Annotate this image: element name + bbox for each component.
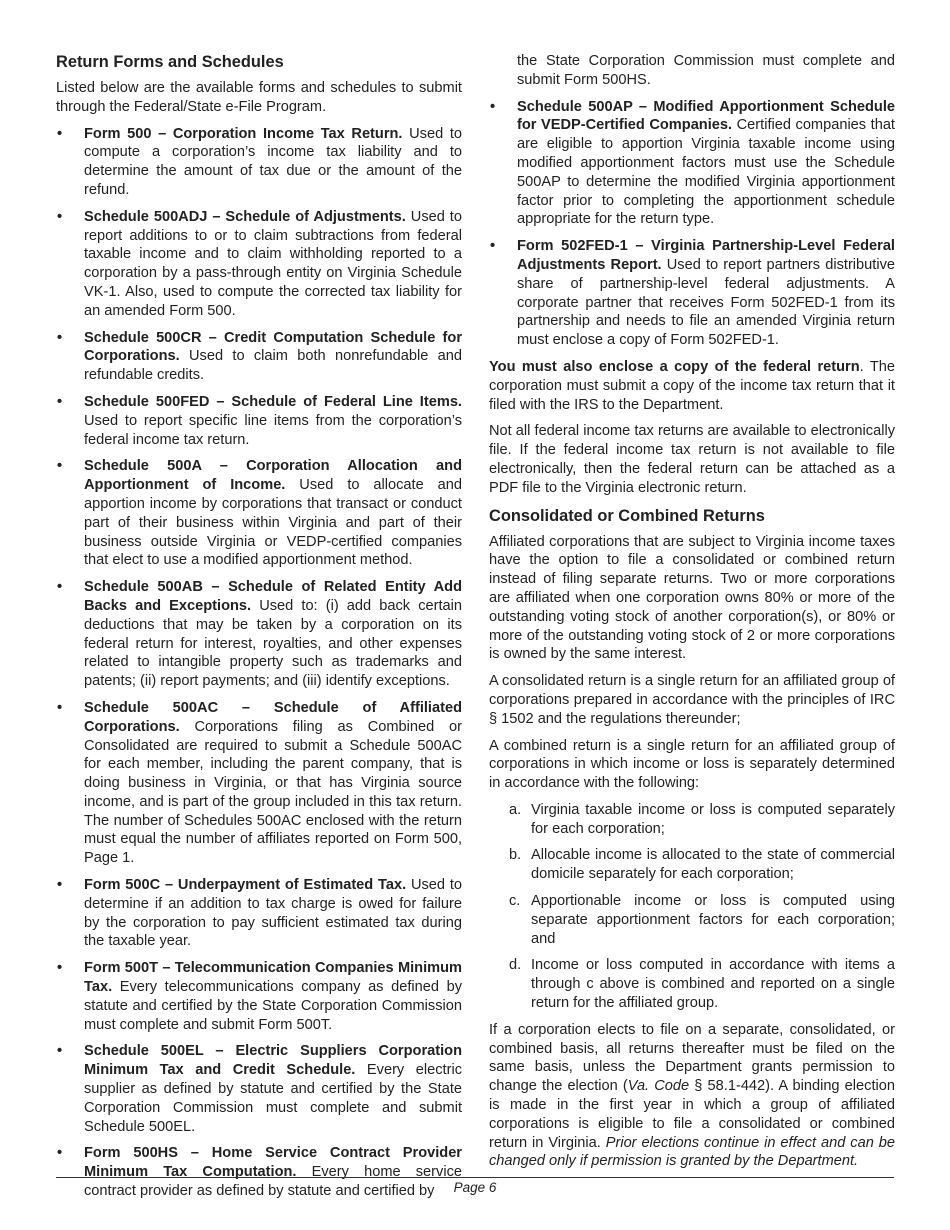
list-item — [56, 125, 462, 200]
item-title: Form 500HS – Home Service Contract Provider Minimum Tax Computation. — [84, 1145, 462, 1181]
combined-conditions-list — [489, 801, 895, 1013]
list-item — [56, 1042, 462, 1136]
list-marker: d. — [509, 957, 522, 974]
list-item — [56, 329, 462, 385]
item-text: Every telecommunications company as defined by statute and certified by the State Corporation Commission must complete and submit Form 500T. — [84, 979, 462, 1033]
item-text: Used to report partners distributive share of partnership-level federal adjustments. A corporate partner that receives Form 502FED-1 from its partnership and needs to file an amended Virginia return must enclose a copy of Form 502FED-1. — [517, 256, 895, 349]
item-text: Every home service contract provider as defined by statute and certified by — [84, 1164, 462, 1200]
list-item — [56, 699, 462, 868]
consolidated-paragraph: A consolidated return is a single return for an affiliated group of corporations prepared in accordance with the principles of IRC § 1502 and the regulations thereunder; — [489, 673, 895, 727]
list-item-continuation: the State Corporation Commission must complete and submit Form 500HS. — [517, 53, 895, 88]
list-item — [489, 846, 895, 884]
list-marker: b. — [509, 847, 522, 864]
item-title: Schedule 500ADJ – Schedule of Adjustments. — [84, 208, 406, 225]
item-text: Used to report additions to or to claim subtractions from federal taxable income and to claim withholding reported to a corporation by a pass-through entity on Virginia Schedule VK-1. Also, used to compute the corrected tax liability for an amended Form 500. — [84, 208, 462, 319]
list-item — [56, 876, 462, 951]
va-code-citation: Va. Code — [627, 1078, 690, 1095]
item-text: Corporations filing as Combined or Consolidated are required to submit a Schedule 500AC for each member, including the parent company, that is doing business in Virginia, or that has Virginia source income, and is part of the group included in this tax return. The number of Schedules 500AC enclosed with the return must equal the number of affiliates reported on Form 500, Page 1. — [84, 718, 462, 867]
left-column — [56, 52, 462, 1209]
item-text: Used to report specific line items from the corporation’s federal income tax return. — [84, 412, 462, 448]
right-column — [489, 52, 895, 1179]
election-text-2: § 58.1-442). A binding election is made in the first year in which a group of affiliated corporations is eligible to file a consolidated or combined return in Virginia. — [489, 1078, 895, 1151]
list-item — [489, 956, 895, 1012]
item-title: Form 500T – Telecommunication Companies Minimum Tax. — [84, 960, 462, 996]
forms-list-continued — [489, 98, 895, 350]
intro-paragraph: Listed below are the available forms and schedules to submit through the Federal/State e-File Program. — [56, 80, 462, 115]
item-text: Used to determine if an addition to tax charge is owed for failure by the corporation to pay sufficient estimated tax during the taxable year. — [84, 877, 462, 950]
list-item — [56, 208, 462, 321]
section-heading-forms: Return Forms and Schedules — [56, 53, 284, 71]
list-text: Apportionable income or loss is computed using separate apportionment factors for each corporation; and — [531, 893, 895, 947]
list-text: Income or loss computed in accordance with items a through c above is combined and reported on a single return for the affiliated group. — [531, 957, 895, 1012]
item-title: Form 500C – Underpayment of Estimated Tax. — [84, 877, 407, 894]
not-all-paragraph: Not all federal income tax returns are available to electronically file. If the federal income tax return is not available to file electronically, then the federal return can be attached as a PDF file to the Virginia electronic return. — [489, 423, 895, 496]
item-text: Used to allocate and apportion income by corporations that transact or conduct part of their business within Virginia and part of their business outside Virginia or VEDP-certified companies that elect to use a modified apportionment method. — [84, 477, 463, 569]
list-item — [489, 98, 895, 230]
combined-paragraph: A combined return is a single return for an affiliated group of corporations in which income or loss is separately determined in accordance with the following: — [489, 737, 895, 792]
item-text: Used to: (i) add back certain deductions that may be taken by a corporation on its federal return for interest, royalties, and other expenses related to intangible property such as trademarks and patents; (ii) report payments; and (iii) identify exceptions. — [84, 597, 462, 690]
item-text: Certified companies that are eligible to apportion Virginia taxable income using modified apportionment factors must use the Schedule 500AP to determine the modified Virginia apportionment factor prior to completing the apportionment schedule appropriate for the return type. — [517, 117, 895, 228]
footer-divider — [56, 1177, 894, 1178]
item-title: Form 502FED-1 – Virginia Partnership-Level Federal Adjustments Report. — [517, 238, 895, 273]
section-heading-consolidated: Consolidated or Combined Returns — [489, 506, 765, 525]
item-title: Schedule 500AP – Modified Apportionment Schedule for VEDP-Certified Companies. — [517, 98, 895, 134]
list-item — [489, 237, 895, 350]
list-item — [489, 892, 895, 948]
page-number: Page 6 — [453, 1180, 497, 1195]
list-item — [489, 801, 895, 839]
list-item — [56, 393, 462, 449]
affiliated-paragraph: Affiliated corporations that are subject to Virginia income taxes have the option to file a consolidated or combined return instead of filing separate returns. Two or more corporations are affiliated when one corporation owns 80% or more of the outstanding voting stock of another corporation(s), or 80% or more of the outstanding voting stock of 2 or more corporations is owned by the same interest. — [489, 533, 895, 663]
federal-return-bold: You must also enclose a copy of the federal return — [489, 358, 860, 375]
item-text: Every electric supplier as defined by statute and certified by the State Corporation Commission must complete and submit Schedule 500EL. — [84, 1062, 463, 1135]
forms-list — [56, 125, 462, 1201]
election-paragraph — [489, 1021, 895, 1171]
federal-return-paragraph — [489, 358, 895, 414]
item-title: Schedule 500CR – Credit Computation Schedule for Corporations. — [84, 329, 462, 365]
item-title: Schedule 500EL – Electric Suppliers Corporation Minimum Tax and Credit Schedule. — [84, 1043, 462, 1079]
list-text: Allocable income is allocated to the state of commercial domicile separately for each corporation; — [531, 847, 895, 883]
list-item — [56, 959, 462, 1034]
list-marker: c. — [509, 893, 521, 910]
item-text: Used to claim both nonrefundable and refundable credits. — [84, 348, 462, 384]
item-text: Used to compute a corporation’s income tax liability and to determine the amount of tax due or the amount of the refund. — [84, 125, 462, 198]
item-title: Schedule 500FED – Schedule of Federal Line Items. — [84, 393, 462, 410]
election-text-1: If a corporation elects to file on a separate, consolidated, or combined basis, all returns thereafter must be filed on the same basis, unless the Department grants permission to change the election ( — [489, 1021, 895, 1095]
list-text: Virginia taxable income or loss is computed separately for each corporation; — [531, 801, 895, 837]
item-title: Schedule 500AC – Schedule of Affiliated Corporations. — [84, 699, 462, 735]
election-italic-note: Prior elections continue in effect and can be changed only if permission is granted by the Department. — [489, 1134, 895, 1170]
list-item — [56, 578, 462, 691]
list-marker: a. — [509, 801, 522, 818]
item-title: Schedule 500AB – Schedule of Related Entity Add Backs and Exceptions. — [84, 579, 462, 614]
item-title: Form 500 – Corporation Income Tax Return. — [84, 125, 403, 142]
item-title: Schedule 500A – Corporation Allocation and Apportionment of Income. — [84, 458, 462, 494]
list-item — [56, 457, 462, 570]
federal-return-text: . The corporation must submit a copy of the income tax return that it filed with the IRS to the Department. — [489, 358, 895, 413]
